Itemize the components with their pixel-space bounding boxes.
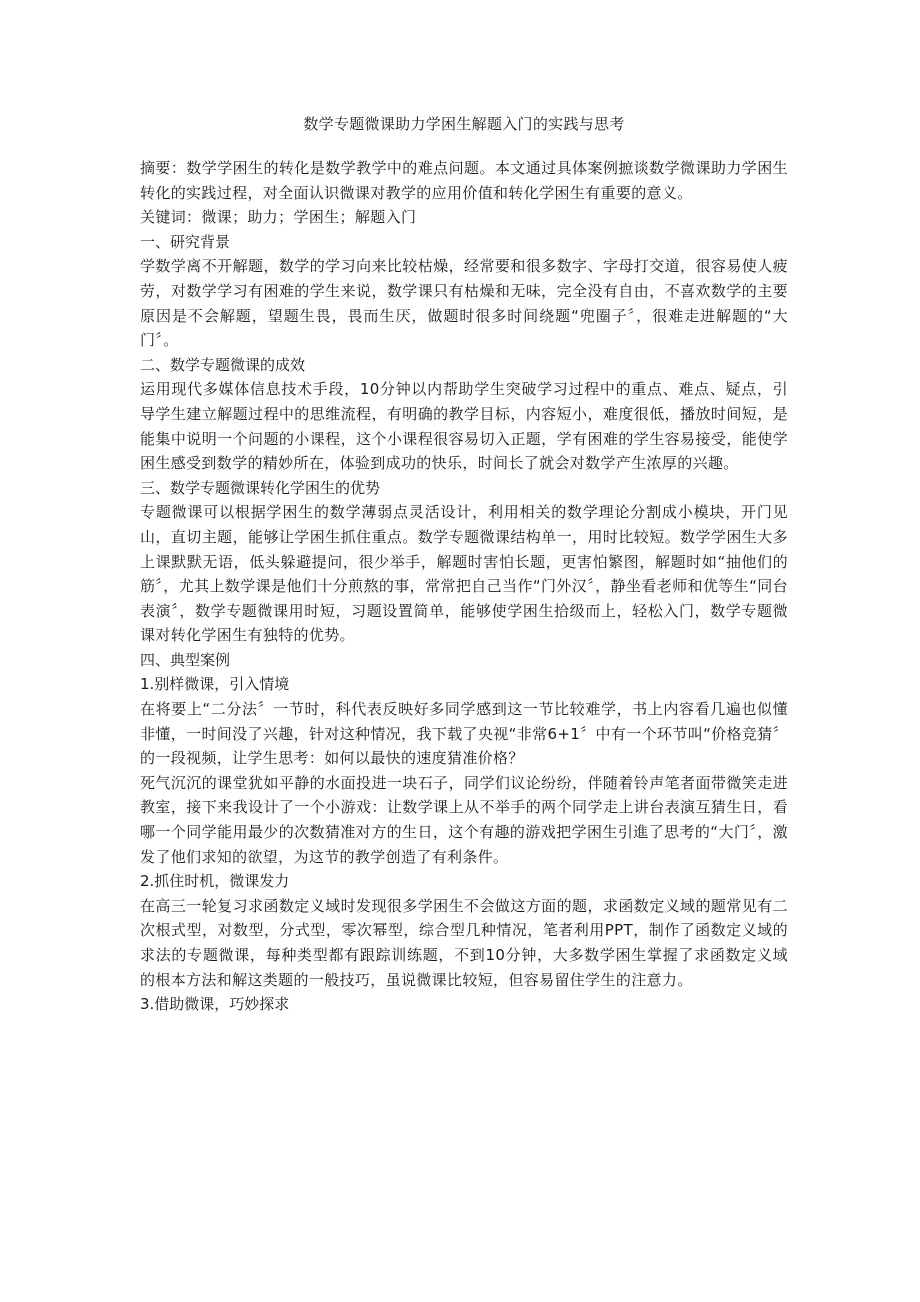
case-1-paragraph-2: 死气沉沉的课堂犹如平静的水面投进一块石子，同学们议论纷纷，伴随着铃声笔者面带微笑走进教室，接下来我设计了一个小游戏：让数学课上从不举手的两个同学走上讲台表演互猜生日，看哪一个同学能用最少的次数猜准对方的生日，这个有趣的游戏把学困生引進了思考的“大门〞，激发了他们求知的欲望，为这节的教学创造了有利条件。	[140, 773, 788, 866]
case-3-heading: 3.借助微课，巧妙探求	[140, 995, 290, 1014]
background-paragraph: 学数学离不开解题，数学的学习向来比较枯燥，经常要和很多数字、字母打交道，很容易使人疲劳，对数学学习有困难的学生来说，数学课只有枯燥和无味，完全没有自由，不喜欢数学的主要原因是不会解题，望题生畏，畏而生厌，做题时很多时间绕题“兜圈子〞，很难走进解题的“大门〞。	[140, 257, 788, 350]
section-heading-cases: 四、典型案例	[140, 650, 231, 669]
section-heading-advantage: 三、数学专题微课转化学困生的优势	[140, 478, 381, 497]
document-title: 数学专题微课助力学困生解题入门的实践与思考	[303, 115, 625, 133]
effect-paragraph: 运用现代多媒体信息技术手段，10分钟以内帮助学生突破学习过程中的重点、难点、疑点，引导学生建立解题过程中的思维流程，有明确的教学目标，内容短小，难度很低，播放时间短，是能集中说明一个问题的小课程，这个小课程很容易切入正题，学有困难的学生容易接受，能使学困生感受到数学的精妙所在，体验到成功的快乐，时间长了就会对数学产生浓厚的兴趣。	[140, 380, 788, 473]
case-1-heading: 1.别样微课，引入情境	[140, 675, 290, 694]
keywords-line: 关键词：微课；助力；学困生；解题入门	[140, 208, 417, 227]
section-heading-effect: 二、数学专题微课的成效	[140, 355, 306, 374]
case-1-paragraph-1: 在将要上“二分法〞一节时，科代表反映好多同学感到这一节比较难学，书上内容看几遍也似懂非懂，一时间没了兴趣，针对这种情况，我下载了央视“非常6+1〞中有一个环节叫“价格竞猜〞的一段视频，让学生思考：如何以最快的速度猜准价格？	[140, 700, 788, 768]
document-page	[140, 112, 788, 1017]
advantage-paragraph: 专题微课可以根据学困生的数学薄弱点灵活设计，利用相关的数学理论分割成小模块，开门见山，直切主题，能够让学困生抓住重点。数学专题微课结构单一，用时比较短。数学学困生大多上课默默无语，低头躲避提问，很少举手，解题时害怕长题，更害怕繁图，解题时如“抽他们的筋〞，尤其上数学课是他们十分煎熬的事，常常把自己当作“门外汉〞，静坐看老师和优等生“同台表演〞，数学专题微课用时短，习题设置简单，能够使学困生拾级而上，轻松入门，数学专题微课对转化学困生有独特的优势。	[140, 503, 788, 645]
abstract-paragraph: 摘要：数学学困生的转化是数学教学中的难点问题。本文通过具体案例摭谈数学微课助力学困生转化的实践过程，对全面认识微课对教学的应用价值和转化学困生有重要的意义。	[140, 159, 788, 202]
case-2-heading: 2.抓住时机，微课发力	[140, 872, 290, 891]
section-heading-background: 一、研究背景	[140, 232, 231, 251]
case-2-paragraph-1: 在高三一轮复习求函数定义域时发现很多学困生不会做这方面的题，求函数定义域的题常见有二次根式型，对数型，分式型，零次幂型，综合型几种情况，笔者利用PPT，制作了函数定义域的求法的专题微课，每种类型都有跟踪训练题，不到10分钟，大多数学困生掌握了求函数定义域的根本方法和解这类题的一般技巧，虽说微课比较短，但容易留住学生的注意力。	[140, 896, 788, 989]
